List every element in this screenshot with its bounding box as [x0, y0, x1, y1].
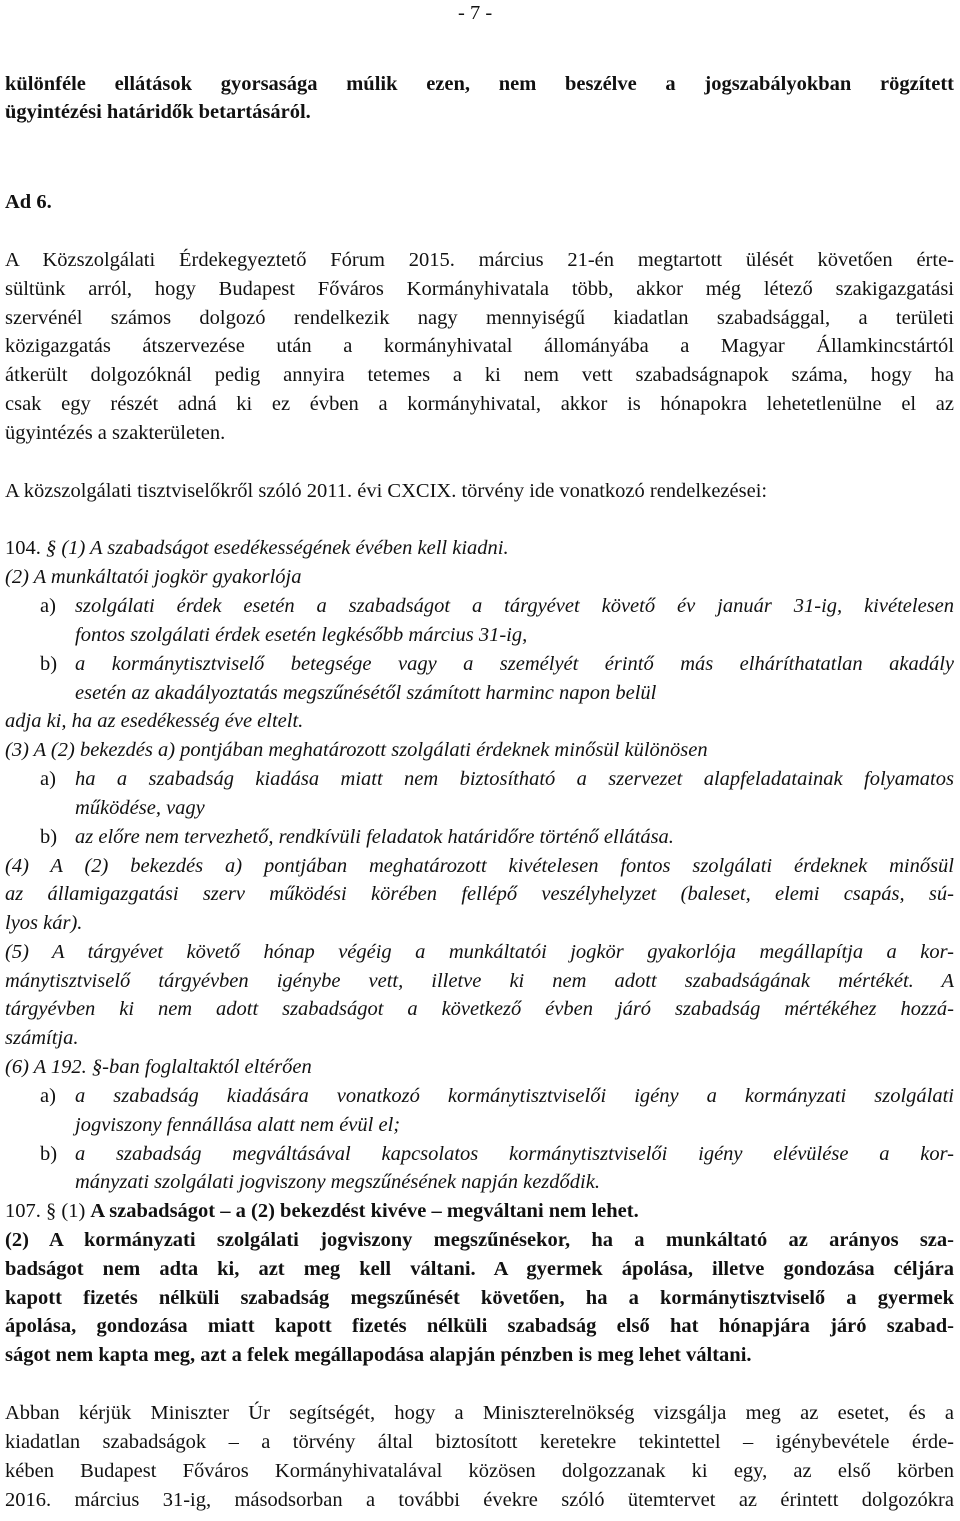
paragraph-line: közigazgatás átszervezése után a kormányhivatal állományába a Magyar Államkincstártól [5, 335, 954, 357]
list-item-line: fontos szolgálati érdek esetén legkésőbb március 31-ig, [75, 624, 528, 646]
list-item-line: az előre nem tervezhető, rendkívüli feladatok határidőre történő ellátása. [75, 826, 674, 848]
section-line: az államigazgatási szerv működési körében fellépő veszélyhelyzet (baleset, elemi csapás, sú- [5, 883, 954, 905]
list-label: a) [40, 768, 56, 790]
section-line: badságot nem adta ki, azt meg kell váltani. A gyermek ápolása, illetve gondozása céljára [5, 1258, 954, 1280]
paragraph-line: szervénél számos dolgozó rendelkezik nagy mennyiségű kiadatlan szabadsággal, a területi [5, 307, 954, 329]
list-label: b) [40, 826, 58, 848]
list-item-line: a kormánytisztviselő betegsége vagy a személyét érintő más elháríthatatlan akadály [75, 653, 954, 675]
list-item-line: mányzati szolgálati jogviszony megszűnésének napján kezdődik. [75, 1171, 600, 1193]
list-item-line: szolgálati érdek esetén a szabadságot a tárgyévet követő év január 31-ig, kivételesen [75, 595, 954, 617]
section-104-number [5, 538, 509, 559]
section-text: A szabadságot – a (2) bekezdést kivéve – megváltani nem lehet. [90, 1200, 639, 1222]
section-line: adja ki, ha az esedékesség éve eltelt. [5, 710, 304, 732]
intro-line: ügyintézési határidők betartásáról. [5, 101, 311, 123]
list-item-line: a szabadság megváltásával kapcsolatos kormánytisztviselői igény elévülése a kor- [75, 1143, 954, 1165]
section-line: (6) A 192. §-ban foglaltaktól eltérően [5, 1056, 312, 1078]
section-number: 104. [5, 537, 41, 559]
section-text: § (1) A szabadságot esedékességének évében kell kiadni. [46, 537, 509, 559]
section-line: tárgyévben ki nem adott szabadságot a következő évben járó szabadság mértékéhez hozzá- [5, 998, 954, 1020]
section-paragraph-mark: § (1) [46, 1200, 86, 1222]
section-line: (2) A munkáltatói jogkör gyakorlója [5, 566, 302, 588]
paragraph-line: A Közszolgálati Érdekegyeztető Fórum 2015. március 21-én megtartott ülését követően érte- [5, 249, 954, 271]
list-item-line: jogviszony fennállása alatt nem évül el; [75, 1114, 401, 1136]
list-label: b) [40, 653, 58, 675]
paragraph-line: ügyintézés a szakterületen. [5, 422, 226, 444]
closing-line: Abban kérjük Miniszter Úr segítségét, hogy a Miniszterelnökség vizsgálja meg az esetet, és a [5, 1402, 954, 1424]
section-line: ságot nem kapta meg, azt a felek megállapodása alapján pénzben is meg lehet váltani. [5, 1344, 752, 1366]
list-item-line: esetén az akadályoztatás megszűnésétől számított harminc napon belül [75, 682, 657, 704]
section-line: (4) A (2) bekezdés a) pontjában meghatározott kivételesen fontos szolgálati érdeknek minősül [5, 855, 954, 877]
section-line: számítja. [5, 1027, 79, 1049]
section-line: lyos kár). [5, 912, 83, 934]
list-item-line: ha a szabadság kiadása miatt nem biztosítható a szervezet alapfeladatainak folyamatos [75, 768, 954, 790]
intro-line: különféle ellátások gyorsasága múlik ezen, nem beszélve a jogszabályokban rögzített [5, 73, 954, 95]
list-item-line: a szabadság kiadására vonatkozó kormánytisztviselői igény a kormányzati szolgálati [75, 1085, 954, 1107]
section-line: ápolása, gondozása miatt kapott fizetés nélküli szabadság első hat hónapjára járó szabad- [5, 1315, 954, 1337]
paragraph-line: sültünk arról, hogy Budapest Főváros Kormányhivatala több, akkor még létező szakigazgatási [5, 278, 954, 300]
section-107-first-line [5, 1201, 639, 1222]
section-heading: Ad 6. [5, 191, 52, 213]
list-label: b) [40, 1143, 58, 1165]
section-line: (3) A (2) bekezdés a) pontjában meghatározott szolgálati érdeknek minősül különösen [5, 739, 708, 761]
section-line: mánytisztviselő tárgyévben igénybe vett, illetve ki nem adott szabadságának mértékét. A [5, 970, 954, 992]
closing-line: 2016. március 31-ig, másodsorban a további évekre szóló ütemtervet az érintett dolgozókra [5, 1489, 954, 1511]
paragraph-line: csak egy részét adná ki ez évben a kormányhivatal, akkor is hónapokra lehetetlenülne el az [5, 393, 954, 415]
paragraph-line: átkerült dolgozóknál pedig annyira tetemes a ki nem vett szabadságnapok száma, hogy ha [5, 364, 954, 386]
closing-line: kében Budapest Főváros Kormányhivatalával közösen dolgozzanak ki egy, az első körben [5, 1460, 954, 1482]
law-intro: A közszolgálati tisztviselőkről szóló 2011. évi CXCIX. törvény ide vonatkozó rendelkezései: [5, 480, 768, 502]
list-label: a) [40, 1085, 56, 1107]
section-line: (5) A tárgyévet követő hónap végéig a munkáltatói jogkör gyakorlója megállapítja a kor- [5, 941, 954, 963]
section-line: kapott fizetés nélküli szabadság megszűnését követően, ha a kormánytisztviselő a gyermek [5, 1287, 954, 1309]
page-number: - 7 - [458, 2, 493, 24]
section-line: (2) A kormányzati szolgálati jogviszony megszűnésekor, ha a munkáltató az arányos sza- [5, 1229, 954, 1251]
section-number: 107. [5, 1200, 41, 1222]
list-item-line: működése, vagy [75, 797, 205, 819]
list-label: a) [40, 595, 56, 617]
closing-line: kiadatlan szabadságok – a törvény által biztosított keretekre tekintettel – igénybevétele érde- [5, 1431, 954, 1453]
